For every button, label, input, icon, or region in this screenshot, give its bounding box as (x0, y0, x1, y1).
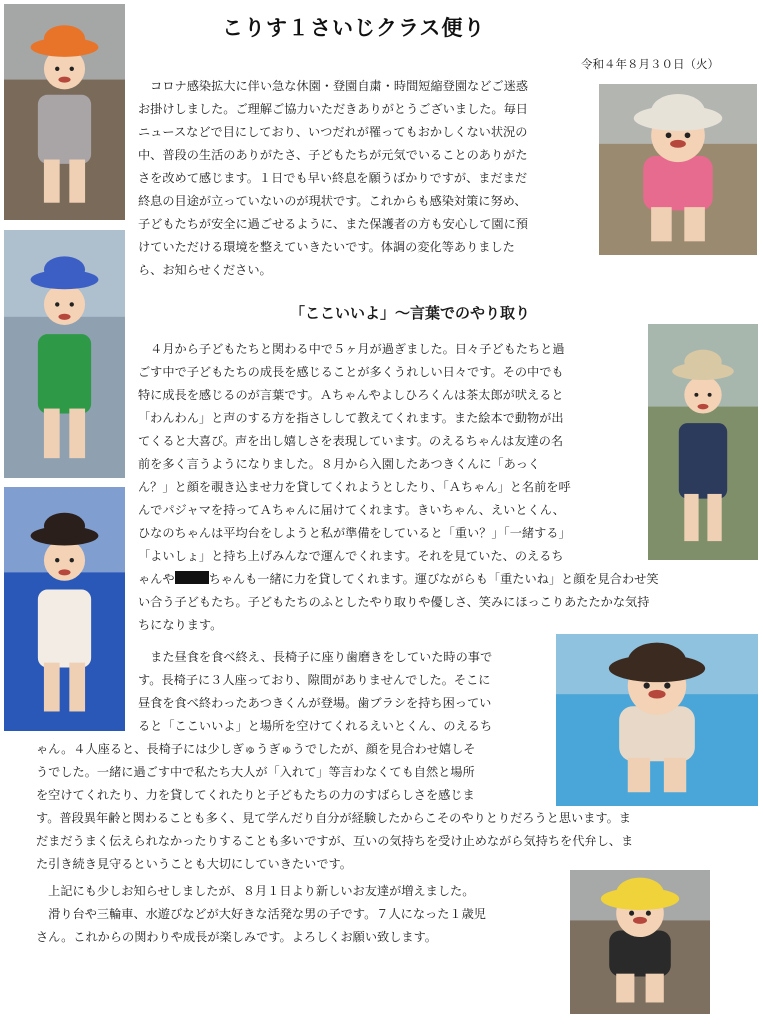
photo-child-orange-hat (4, 4, 125, 220)
text-line: んでパジャマを持ってＡちゃんに届けてくれます。きいちゃん、えいとくん、 (138, 503, 565, 517)
photo-child-pink-shirt (599, 84, 757, 255)
text-fragment: ゃんや (138, 572, 175, 586)
text-line: ん？」と顔を覗き込ませ力を貸してくれようとしたり、「Ａちゃん」と名前を呼 (138, 480, 571, 494)
text-line: ゃん。４人座ると、長椅子には少しぎゅうぎゅうでしたが、顔を見合わせ嬉しそ (36, 742, 476, 756)
text-line: 特に成長を感じるのが言葉です。Ａちゃんやよしひろくんは茶太郎が吠えると (138, 388, 564, 402)
text-line: す。普段異年齢と関わることも多く、見て学んだり自分が経験したからこそのやりとりだろうと思います。ま (36, 811, 631, 825)
text-line: 前を多く言うようになりました。８月から入園したあつきくんに「あっく (138, 457, 541, 471)
intro-paragraph (138, 75, 528, 282)
text-line: ちになります。 (138, 618, 223, 632)
redaction-block (175, 571, 209, 584)
text-line: 滑り台や三輪車、水遊びなどが大好きな活発な男の子です。７人になった１歳児 (36, 907, 486, 921)
photo-image (4, 230, 125, 478)
text-line: ニュースなどで目にしており、いつだれが罹ってもおかしくない状況の (138, 125, 528, 139)
text-line: い合う子どもたち。子どもたちのふとしたやり取りや優しさ、笑みにほっこりあたたかな気持 (138, 595, 650, 609)
photo-child-blue-hat (4, 230, 125, 478)
text-line: 終息の目途が立っていないのが現状です。これからも感染対策に努め、 (138, 194, 527, 208)
text-line: コロナ感染拡大に伴い急な休園・登園自粛・時間短縮登園などご迷惑 (138, 79, 528, 93)
text-line: ごす中で子どもたちの成長を感じることが多くうれしい日々です。その中でも (138, 365, 564, 379)
text-line: 子どもたちが安全に過ごせるように、また保護者の方も安心して園に預 (138, 217, 528, 231)
text-line: を空けてくれたり、力を貸してくれたりと子どもたちの力のすばらしさを感じま (36, 788, 475, 802)
text-line: さを改めて感じます。１日でも早い終息を願うばかりですが、まだまだ (138, 171, 528, 185)
text-line: けていただける環境を整えていきたいです。体調の変化等ありました (138, 240, 515, 254)
text-line: ４月から子どもたちと関わる中で５ヶ月が過ぎました。日々子どもたちと過 (138, 342, 565, 356)
body-paragraph-new-friend (36, 880, 486, 949)
text-line: た引き続き見守るということも大切にしていきたいです。 (36, 857, 352, 871)
text-line: お掛けしました。ご理解ご協力いただきありがとうございました。毎日 (138, 102, 528, 116)
text-line: うでした。一緒に過ごす中で私たち大人が「入れて」等言わなくても自然と場所 (36, 765, 475, 779)
photo-image (570, 870, 710, 1014)
photo-child-beige-hat (648, 324, 758, 560)
text-line: てくると大喜び。声を出し嬉しさを表現しています。のえるちゃんは友達の名 (138, 434, 564, 448)
text-line: ら、お知らせください。 (138, 263, 272, 277)
text-line: 中、普段の生活のありがたさ、子どもたちが元気でいることのありがた (138, 148, 528, 162)
text-line: 「わんわん」と声のする方を指さしして教えてくれます。また絵本で動物が出 (138, 411, 564, 425)
text-line: また昼食を食べ終え、長椅子に座り歯磨きをしていた時の事で (138, 650, 493, 664)
text-line: 上記にも少しお知らせしましたが、８月１日より新しいお友達が増えました。 (36, 884, 475, 898)
photo-image (4, 4, 125, 220)
issue-date: 令和４年８月３０日（火） (581, 57, 719, 71)
body-paragraph-language (138, 338, 659, 637)
photo-image (648, 324, 758, 560)
text-line: だまだうまく伝えられなかったりすることも多いですが、互いの気持ちを受け止めながら気持ちを代弁し、ま (36, 834, 634, 848)
body-paragraph-lunch (36, 646, 634, 876)
text-line (138, 568, 659, 591)
photo-child-yellow-hat (570, 870, 710, 1014)
photo-image (4, 487, 125, 731)
text-line: 「よいしょ」と持ち上げみんなで運んでくれます。それを見ていた、のえるち (138, 549, 564, 563)
text-line: ると「ここいいよ」と場所を空けてくれるえいとくん、のえるち (138, 719, 493, 733)
photo-child-in-pool (4, 487, 125, 731)
photo-image (599, 84, 757, 255)
text-line: 昼食を食べ終わったあつきくんが登場。歯ブラシを持ち困ってい (138, 696, 492, 710)
text-line: す。長椅子に３人座っており、隙間がありませんでした。そこに (138, 673, 491, 687)
text-line: ひなのちゃんは平均台をしようと私が準備をしていると「重い？」「一緒する」 (138, 526, 571, 540)
text-line: さん。これからの関わりや成長が楽しみです。よろしくお願い致します。 (36, 930, 437, 944)
section-heading: 「ここいいよ」～言葉でのやり取り (290, 304, 531, 322)
newsletter-title: こりす１さいじクラス便り (222, 16, 486, 40)
text-fragment: ちゃんも一緒に力を貸してくれます。運びながらも「重たいね」と顔を見合わせ笑 (208, 572, 659, 586)
